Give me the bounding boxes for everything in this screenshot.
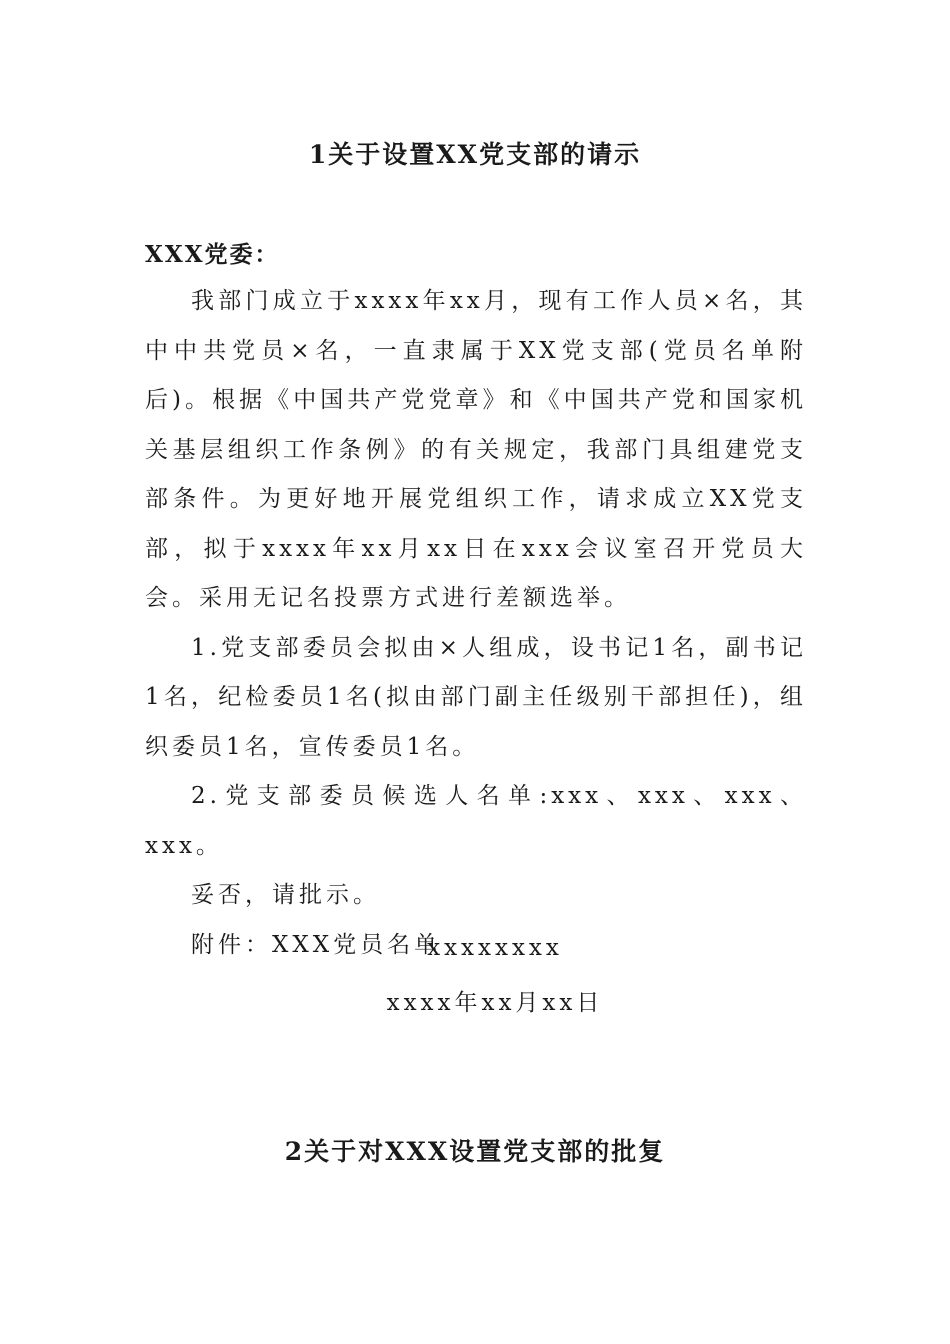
body-paragraph: 2.党支部委员候选人名单:xxx、xxx、xxx、xxx。 — [145, 783, 807, 859]
attachment-line: 附件：XXX党员名单 — [191, 931, 442, 958]
document-title-reply: 2关于对XXX设置党支部的批复 — [284, 1137, 666, 1166]
body-paragraph: 1.党支部委员会拟由×人组成，设书记1名，副书记1名，纪检委员1名(拟由部门副主任级别干部担任)，组织委员1名，宣传委员1名。 — [145, 634, 807, 760]
body-paragraph: 我部门成立于xxxx年xx月，现有工作人员×名，其中中共党员×名，一直隶属于XX党支部(党员名单附后)。根据《中国共产党党章》和《中国共产党和国家机关基层组织工作条例》的有关规定，我部门具组建党支部条件。为更好地开展党组织工作，请求成立XX党支部，拟于xxxx年xx月xx日在xxx会议室召开党员大会。采用无记名投票方式进行差额选举。 — [145, 288, 807, 611]
signature-date: xxxx年xx月xx日 — [386, 990, 604, 1016]
signature-organization: xxxxxxxx — [427, 935, 563, 961]
salutation: XXX党委： — [145, 241, 280, 268]
document-title-request: 1关于设置XX党支部的请示 — [308, 140, 642, 169]
body-paragraph: 妥否，请批示。 — [191, 882, 380, 908]
document-body — [145, 277, 807, 970]
